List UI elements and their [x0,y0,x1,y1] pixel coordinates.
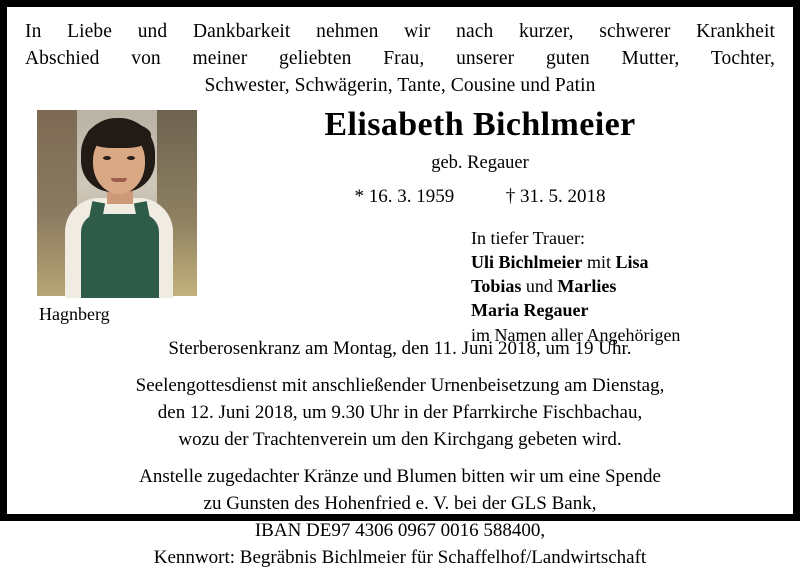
donation-iban: IBAN DE97 4306 0967 0016 588400, [25,518,775,545]
donation-block [25,464,775,571]
mourner-uli: Uli Bichlmeier [471,252,582,272]
mourners-line-1-mid: mit [582,252,615,272]
photo-eye-right [127,156,135,160]
mass-line-3: wozu der Trachtenverein um den Kirchgang gebeten wird. [25,427,775,454]
rosary-line: Sterberosenkranz am Montag, den 11. Juni 2018, um 19 Uhr. [25,336,775,363]
mass-line-2: den 12. Juni 2018, um 9.30 Uhr in der Pfarrkirche Fischbachau, [25,400,775,427]
mass-block [25,373,775,454]
mourners-line-3 [471,298,771,322]
portrait-photo [37,110,197,296]
mourners-line-2 [471,274,771,298]
mourners-heading: In tiefer Trauer: [471,226,771,250]
body-area [25,106,775,326]
mourner-tobias: Tobias [471,276,521,296]
mourner-marlies: Marlies [557,276,616,296]
deceased-name: Elisabeth Bichlmeier [185,106,775,143]
mourners-line-4: im Namen aller Angehörigen [471,323,771,347]
intro-line-2: Abschied von meiner geliebten Frau, unserer guten Mutter, Tochter, [25,46,775,73]
photo-eye-left [103,156,111,160]
service-details [25,336,775,571]
mourner-maria-regauer: Maria Regauer [471,300,588,320]
photo-mouth [111,178,127,182]
intro-line-1: In Liebe und Dankbarkeit nehmen wir nach kurzer, schwerer Krankheit [25,19,775,46]
deceased-dates [185,186,775,208]
intro-line-3: Schwester, Schwägerin, Tante, Cousine und Patin [25,73,775,100]
place-name: Hagnberg [37,304,197,325]
mourners-block [471,226,771,348]
donation-line-2: zu Gunsten des Hohenfried e. V. bei der GLS Bank, [25,491,775,518]
mourners-line-1 [471,250,771,274]
photo-fringe [87,122,151,148]
mourners-line-2-mid: und [521,276,557,296]
mourner-lisa: Lisa [616,252,649,272]
birth-date: * 16. 3. 1959 [355,186,455,207]
mass-line-1: Seelengottesdienst mit anschließender Urnenbeisetzung am Dienstag, [25,373,775,400]
donation-line-1: Anstelle zugedachter Kränze und Blumen bitten wir um eine Spende [25,464,775,491]
death-date: † 31. 5. 2018 [506,186,606,207]
deceased-maiden-name: geb. Regauer [185,153,775,174]
obituary-inner [7,7,793,514]
portrait-block [37,110,197,325]
donation-keyword: Kennwort: Begräbnis Bichlmeier für Schaffelhof/Landwirtschaft [25,545,775,571]
intro-text [25,19,775,100]
